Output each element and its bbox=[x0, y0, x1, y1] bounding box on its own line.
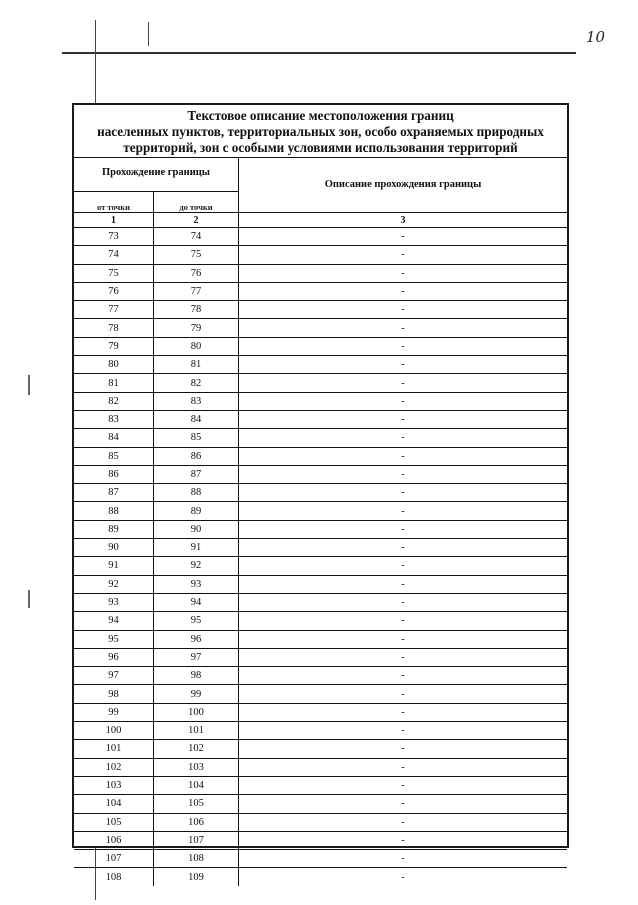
table-row bbox=[74, 484, 567, 502]
row-from-point: 82 bbox=[74, 393, 154, 410]
row-description: - bbox=[401, 249, 405, 261]
table-row bbox=[74, 576, 567, 594]
table-header bbox=[74, 157, 567, 213]
row-from-point: 100 bbox=[74, 722, 154, 739]
table-row bbox=[74, 374, 567, 392]
row-from-point: 86 bbox=[74, 466, 154, 483]
row-description: - bbox=[401, 670, 405, 682]
row-description: - bbox=[401, 304, 405, 316]
row-description: - bbox=[401, 340, 405, 352]
row-description: - bbox=[401, 798, 405, 810]
row-from-point: 105 bbox=[74, 814, 154, 831]
row-from-point: 104 bbox=[74, 795, 154, 812]
page-number: 10 bbox=[586, 28, 606, 46]
table-row bbox=[74, 356, 567, 374]
row-from-point: 84 bbox=[74, 429, 154, 446]
header-passage-group bbox=[74, 158, 239, 212]
table-row bbox=[74, 301, 567, 319]
row-description: - bbox=[401, 322, 405, 334]
scan-artifact-mark bbox=[28, 375, 30, 395]
row-to-point: 105 bbox=[154, 795, 239, 812]
row-to-point: 100 bbox=[154, 704, 239, 721]
table-row bbox=[74, 283, 567, 301]
row-description: - bbox=[401, 267, 405, 279]
table-row bbox=[74, 740, 567, 758]
title-line-2: населенных пунктов, территориальных зон, особо охраняемых природных bbox=[97, 124, 544, 139]
header-to-point: до точки bbox=[179, 202, 213, 212]
row-to-point: 94 bbox=[154, 594, 239, 611]
row-description: - bbox=[401, 487, 405, 499]
row-description: - bbox=[401, 871, 405, 883]
row-from-point: 75 bbox=[74, 265, 154, 282]
row-to-point: 92 bbox=[154, 557, 239, 574]
scan-artifact-line bbox=[148, 22, 149, 46]
table-row bbox=[74, 631, 567, 649]
row-from-point: 85 bbox=[74, 448, 154, 465]
header-passage: Прохождение границы bbox=[74, 158, 238, 192]
table-row bbox=[74, 814, 567, 832]
row-from-point: 89 bbox=[74, 521, 154, 538]
row-from-point: 76 bbox=[74, 283, 154, 300]
table-row bbox=[74, 868, 567, 885]
row-to-point: 77 bbox=[154, 283, 239, 300]
row-from-point: 90 bbox=[74, 539, 154, 556]
row-description: - bbox=[401, 780, 405, 792]
column-number-row bbox=[74, 213, 567, 228]
table-row bbox=[74, 777, 567, 795]
row-description: - bbox=[401, 706, 405, 718]
table-row bbox=[74, 759, 567, 777]
row-to-point: 79 bbox=[154, 319, 239, 336]
table-row bbox=[74, 429, 567, 447]
table-row bbox=[74, 448, 567, 466]
table-row bbox=[74, 850, 567, 868]
table-row bbox=[74, 411, 567, 429]
row-from-point: 106 bbox=[74, 832, 154, 849]
row-description: - bbox=[401, 560, 405, 572]
row-to-point: 76 bbox=[154, 265, 239, 282]
document-frame bbox=[72, 103, 569, 883]
row-description: - bbox=[401, 834, 405, 846]
table-row bbox=[74, 466, 567, 484]
row-description: - bbox=[401, 414, 405, 426]
row-from-point: 92 bbox=[74, 576, 154, 593]
row-description: - bbox=[401, 395, 405, 407]
table-body bbox=[74, 228, 567, 886]
row-from-point: 94 bbox=[74, 612, 154, 629]
row-from-point: 107 bbox=[74, 850, 154, 867]
scan-artifact-mark bbox=[28, 590, 30, 608]
row-from-point: 88 bbox=[74, 502, 154, 519]
row-to-point: 80 bbox=[154, 338, 239, 355]
row-from-point: 78 bbox=[74, 319, 154, 336]
row-to-point: 103 bbox=[154, 759, 239, 776]
row-description: - bbox=[401, 469, 405, 480]
title-line-1: Текстовое описание местоположения границ bbox=[187, 108, 454, 123]
table-row bbox=[74, 649, 567, 667]
row-to-point: 87 bbox=[154, 466, 239, 483]
row-from-point: 97 bbox=[74, 667, 154, 684]
row-from-point: 101 bbox=[74, 740, 154, 757]
header-from-point: от точки bbox=[74, 192, 154, 212]
row-to-point: 83 bbox=[154, 393, 239, 410]
column-number: 2 bbox=[154, 213, 239, 227]
row-from-point: 96 bbox=[74, 649, 154, 666]
row-from-point: 79 bbox=[74, 338, 154, 355]
row-from-point: 93 bbox=[74, 594, 154, 611]
row-to-point: 81 bbox=[154, 356, 239, 373]
top-rule bbox=[62, 52, 576, 54]
table-row bbox=[74, 557, 567, 575]
title-line-3: территорий, зон с особыми условиями использования территорий bbox=[123, 140, 518, 155]
row-to-point: 91 bbox=[154, 539, 239, 556]
row-from-point: 91 bbox=[74, 557, 154, 574]
row-to-point: 74 bbox=[154, 228, 239, 245]
row-description: - bbox=[401, 688, 405, 700]
table-row bbox=[74, 265, 567, 283]
row-from-point: 74 bbox=[74, 246, 154, 263]
row-to-point: 107 bbox=[154, 832, 239, 849]
row-from-point: 108 bbox=[74, 868, 154, 885]
row-description: - bbox=[401, 450, 405, 462]
row-to-point: 108 bbox=[154, 850, 239, 867]
row-description: - bbox=[401, 542, 405, 554]
row-to-point: 93 bbox=[154, 576, 239, 593]
table-row bbox=[74, 393, 567, 411]
column-number: 3 bbox=[400, 214, 406, 226]
row-description: - bbox=[401, 633, 405, 645]
row-to-point: 109 bbox=[154, 868, 239, 885]
row-description: - bbox=[401, 505, 405, 517]
row-description: - bbox=[401, 597, 405, 609]
row-description: - bbox=[401, 761, 405, 773]
document-title bbox=[74, 108, 567, 156]
table-row bbox=[74, 704, 567, 722]
row-description: - bbox=[401, 432, 405, 444]
row-to-point: 84 bbox=[154, 411, 239, 428]
boundary-table bbox=[74, 157, 567, 886]
row-from-point: 95 bbox=[74, 631, 154, 648]
row-to-point: 106 bbox=[154, 814, 239, 831]
row-from-point: 73 bbox=[74, 228, 154, 245]
row-description: - bbox=[401, 359, 405, 371]
row-description: - bbox=[401, 743, 405, 755]
row-description: - bbox=[401, 651, 405, 663]
row-to-point: 90 bbox=[154, 521, 239, 538]
table-row bbox=[74, 246, 567, 264]
row-description: - bbox=[401, 816, 405, 828]
table-row bbox=[74, 502, 567, 520]
row-description: - bbox=[401, 377, 405, 389]
row-to-point: 85 bbox=[154, 429, 239, 446]
row-description: - bbox=[401, 231, 405, 243]
table-row bbox=[74, 338, 567, 356]
row-from-point: 77 bbox=[74, 301, 154, 318]
row-to-point: 98 bbox=[154, 667, 239, 684]
table-row bbox=[74, 539, 567, 557]
row-description: - bbox=[401, 725, 405, 737]
row-description: - bbox=[401, 615, 405, 627]
table-row bbox=[74, 722, 567, 740]
header-description: Описание прохождения границы bbox=[324, 179, 482, 190]
row-to-point: 102 bbox=[154, 740, 239, 757]
row-to-point: 96 bbox=[154, 631, 239, 648]
row-description: - bbox=[401, 286, 405, 298]
row-from-point: 83 bbox=[74, 411, 154, 428]
row-from-point: 81 bbox=[74, 374, 154, 391]
row-to-point: 78 bbox=[154, 301, 239, 318]
row-to-point: 101 bbox=[154, 722, 239, 739]
row-to-point: 75 bbox=[154, 246, 239, 263]
row-description: - bbox=[401, 578, 405, 590]
row-from-point: 98 bbox=[74, 685, 154, 702]
row-to-point: 95 bbox=[154, 612, 239, 629]
table-row bbox=[74, 795, 567, 813]
row-to-point: 89 bbox=[154, 502, 239, 519]
row-from-point: 103 bbox=[74, 777, 154, 794]
row-to-point: 99 bbox=[154, 685, 239, 702]
table-row bbox=[74, 832, 567, 850]
row-description: - bbox=[401, 523, 405, 535]
row-description: - bbox=[401, 853, 405, 865]
row-to-point: 86 bbox=[154, 448, 239, 465]
row-from-point: 99 bbox=[74, 704, 154, 721]
row-to-point: 104 bbox=[154, 777, 239, 794]
table-row bbox=[74, 228, 567, 246]
column-number: 1 bbox=[74, 213, 154, 227]
row-to-point: 88 bbox=[154, 484, 239, 501]
row-to-point: 82 bbox=[154, 374, 239, 391]
table-row bbox=[74, 685, 567, 703]
row-from-point: 80 bbox=[74, 356, 154, 373]
row-to-point: 97 bbox=[154, 649, 239, 666]
table-row bbox=[74, 667, 567, 685]
row-from-point: 102 bbox=[74, 759, 154, 776]
table-row bbox=[74, 594, 567, 612]
table-row bbox=[74, 319, 567, 337]
table-row bbox=[74, 612, 567, 630]
table-row bbox=[74, 521, 567, 539]
row-from-point: 87 bbox=[74, 484, 154, 501]
